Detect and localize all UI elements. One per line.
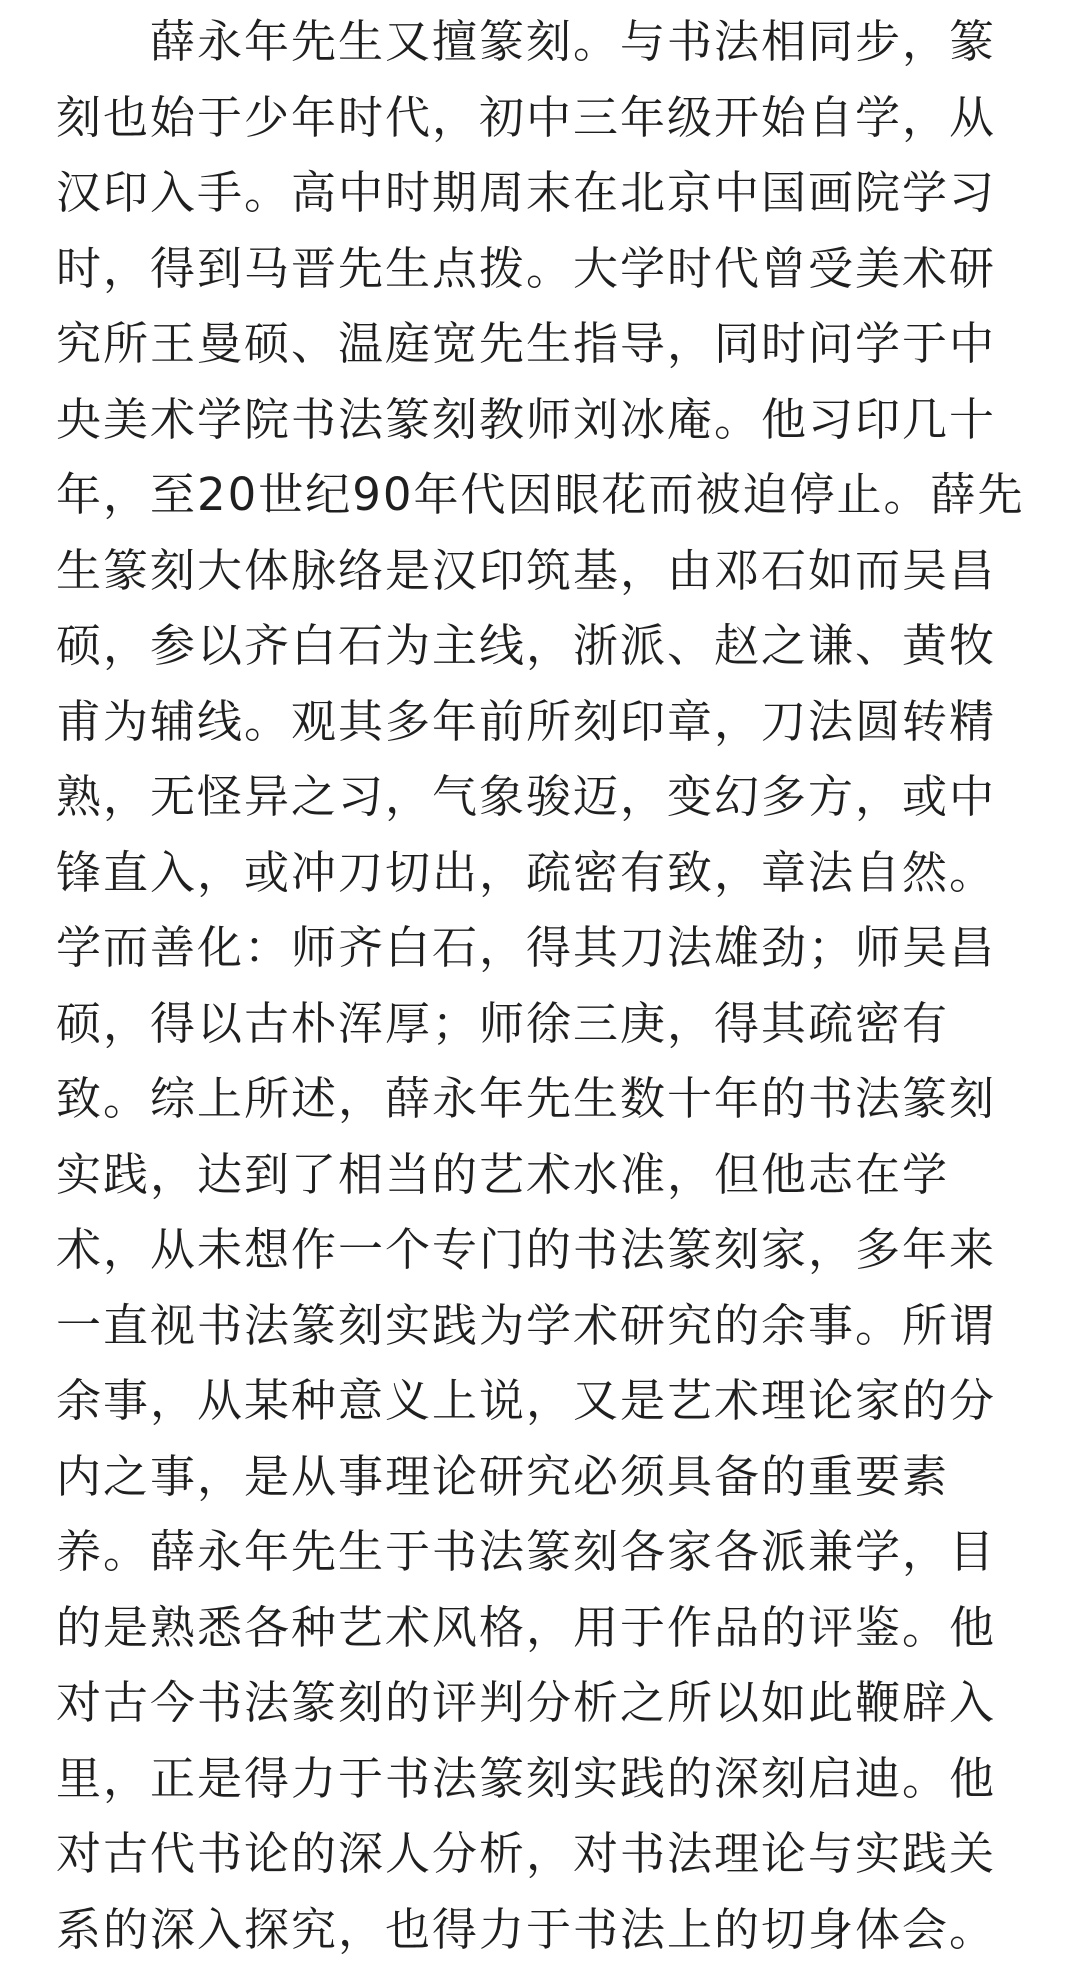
paragraph-line: 对古代书论的深人分析，对书法理论与实践关 <box>56 1816 1040 1892</box>
paragraph-line: 系的深入探究，也得力于书法上的切身体会。 <box>56 1892 1040 1967</box>
paragraph-line: 汉印入手。高中时期周末在北京中国画院学习 <box>56 155 1040 231</box>
paragraph-line: 余事，从某种意义上说，又是艺术理论家的分 <box>56 1363 1040 1439</box>
paragraph-line: 里，正是得力于书法篆刻实践的深刻启迪。他 <box>56 1741 1040 1817</box>
paragraph-line: 硕，得以古朴浑厚；师徐三庚，得其疏密有 <box>56 986 1040 1062</box>
paragraph-line: 锋直入，或冲刀切出，疏密有致，章法自然。 <box>56 835 1040 911</box>
paragraph-line: 究所王曼硕、温庭宽先生指导，同时问学于中 <box>56 306 1040 382</box>
paragraph-line: 央美术学院书法篆刻教师刘冰庵。他习印几十 <box>56 382 1040 458</box>
paragraph-line: 术，从未想作一个专门的书法篆刻家，多年来 <box>56 1212 1040 1288</box>
paragraph-line: 对古今书法篆刻的评判分析之所以如此鞭辟入 <box>56 1665 1040 1741</box>
paragraph-line: 致。综上所述，薛永年先生数十年的书法篆刻 <box>56 1061 1040 1137</box>
paragraph-line: 薛永年先生又擅篆刻。与书法相同步，篆 <box>56 4 1040 80</box>
paragraph-line: 内之事，是从事理论研究必须具备的重要素 <box>56 1439 1040 1515</box>
paragraph-line: 年，至20世纪90年代因眼花而被迫停止。薛先 <box>56 457 1040 533</box>
paragraph-line: 时，得到马晋先生点拨。大学时代曾受美术研 <box>56 231 1040 307</box>
article-body <box>56 4 1040 1967</box>
paragraph-line: 养。薛永年先生于书法篆刻各家各派兼学，目 <box>56 1514 1040 1590</box>
paragraph-line: 一直视书法篆刻实践为学术研究的余事。所谓 <box>56 1288 1040 1364</box>
paragraph-line: 硕，参以齐白石为主线，浙派、赵之谦、黄牧 <box>56 608 1040 684</box>
paragraph-line: 刻也始于少年时代，初中三年级开始自学，从 <box>56 80 1040 156</box>
paragraph-line: 甫为辅线。观其多年前所刻印章，刀法圆转精 <box>56 684 1040 760</box>
paragraph-line: 学而善化：师齐白石，得其刀法雄劲；师吴昌 <box>56 910 1040 986</box>
paragraph-line: 熟，无怪异之习，气象骏迈，变幻多方，或中 <box>56 759 1040 835</box>
paragraph-line: 的是熟悉各种艺术风格，用于作品的评鉴。他 <box>56 1590 1040 1666</box>
paragraph-line: 生篆刻大体脉络是汉印筑基，由邓石如而吴昌 <box>56 533 1040 609</box>
paragraph-line: 实践，达到了相当的艺术水准，但他志在学 <box>56 1137 1040 1213</box>
